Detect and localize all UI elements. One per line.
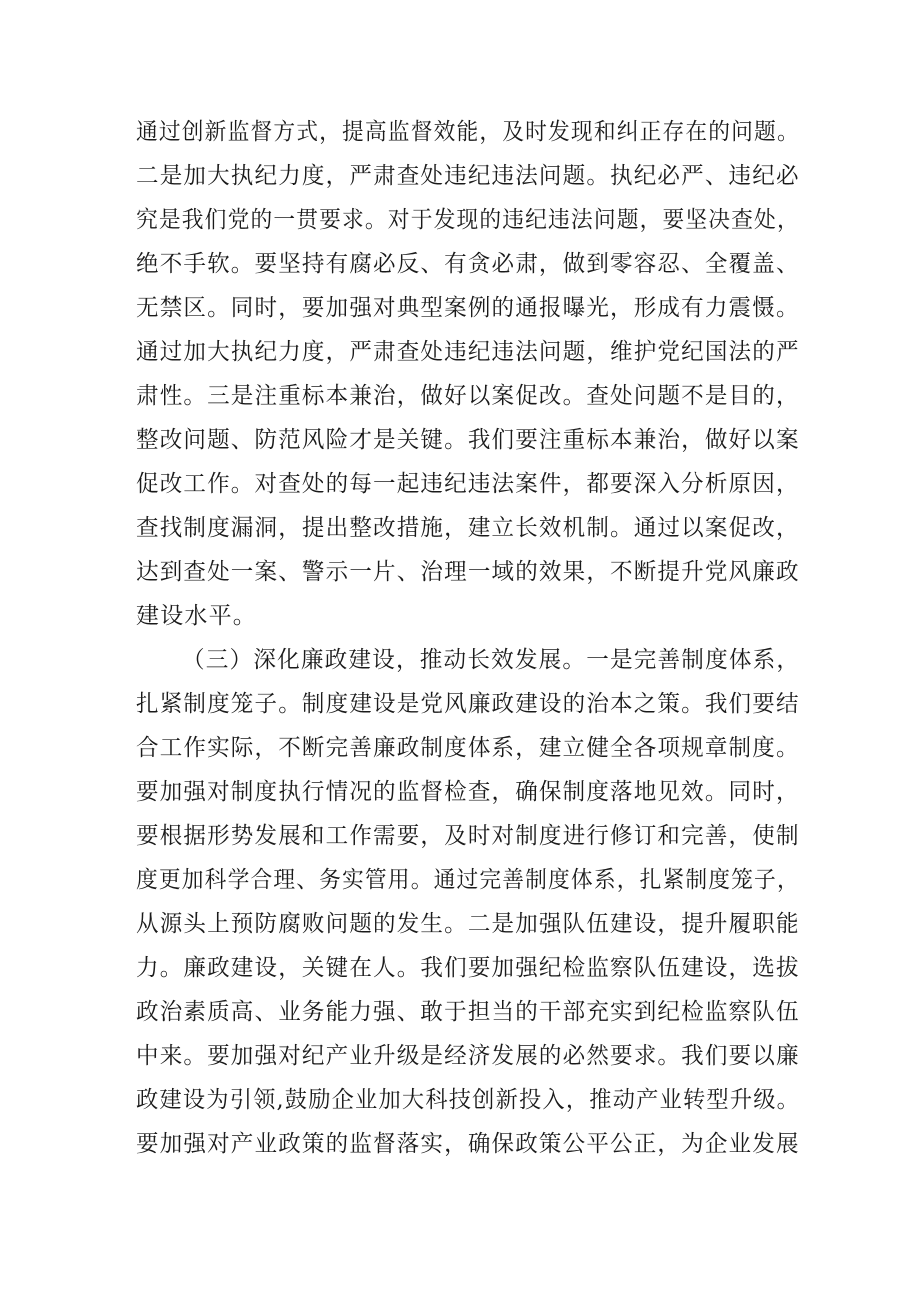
text-line: 整改问题、防范风险才是关键。我们要注重标本兼治，做好以案 — [136, 427, 800, 453]
text-line: 政建设为引领,鼓励企业加大科技创新投入，推动产业转型升级。 — [136, 1087, 801, 1113]
text-line: 达到查处一案、警示一片、治理一域的效果，不断提升党风廉政 — [136, 559, 800, 585]
text-line: 促改工作。对查处的每一起违纪违法案件，都要深入分析原因， — [136, 471, 800, 497]
text-line: 二是加大执纪力度，严肃查处违纪违法问题。执纪必严、违纪必 — [136, 163, 800, 189]
text-line: 度更加科学合理、务实管用。通过完善制度体系，扎紧制度笼子， — [136, 867, 800, 893]
text-line: 肃性。三是注重标本兼治，做好以案促改。查处问题不是目的， — [136, 383, 800, 409]
text-line: 绝不手软。要坚持有腐必反、有贪必肃，做到零容忍、全覆盖、 — [136, 251, 800, 277]
section-heading-line: （三）深化廉政建设，推动长效发展。一是完善制度体系， — [182, 647, 801, 673]
text-line: 查找制度漏洞，提出整改措施，建立长效机制。通过以案促改， — [136, 515, 800, 541]
text-line: 政治素质高、业务能力强、敢于担当的干部充实到纪检监察队伍 — [136, 999, 800, 1025]
text-line: 扎紧制度笼子。制度建设是党风廉政建设的治本之策。我们要结 — [136, 691, 800, 717]
text-line: 要加强对产业政策的监督落实，确保政策公平公正，为企业发展 — [136, 1131, 800, 1157]
text-line: 通过加大执纪力度，严肃查处违纪违法问题，维护党纪国法的严 — [136, 339, 800, 365]
text-line: 究是我们党的一贯要求。对于发现的违纪违法问题，要坚决查处， — [136, 207, 800, 233]
text-line: 要加强对制度执行情况的监督检查，确保制度落地见效。同时， — [136, 779, 800, 805]
text-line: 无禁区。同时，要加强对典型案例的通报曝光，形成有力震慑。 — [136, 295, 800, 321]
text-line: 要根据形势发展和工作需要，及时对制度进行修订和完善，使制 — [136, 823, 800, 849]
text-line: 力。廉政建设，关键在人。我们要加强纪检监察队伍建设，选拔 — [136, 955, 800, 981]
text-line: 中来。要加强对纪产业升级是经济发展的必然要求。我们要以廉 — [136, 1043, 800, 1069]
text-line: 建设水平。 — [136, 603, 257, 629]
text-line: 合工作实际，不断完善廉政制度体系，建立健全各项规章制度。 — [136, 735, 800, 761]
text-line: 通过创新监督方式，提高监督效能，及时发现和纠正存在的问题。 — [136, 119, 800, 145]
text-line: 从源头上预防腐败问题的发生。二是加强队伍建设，提升履职能 — [136, 911, 800, 937]
